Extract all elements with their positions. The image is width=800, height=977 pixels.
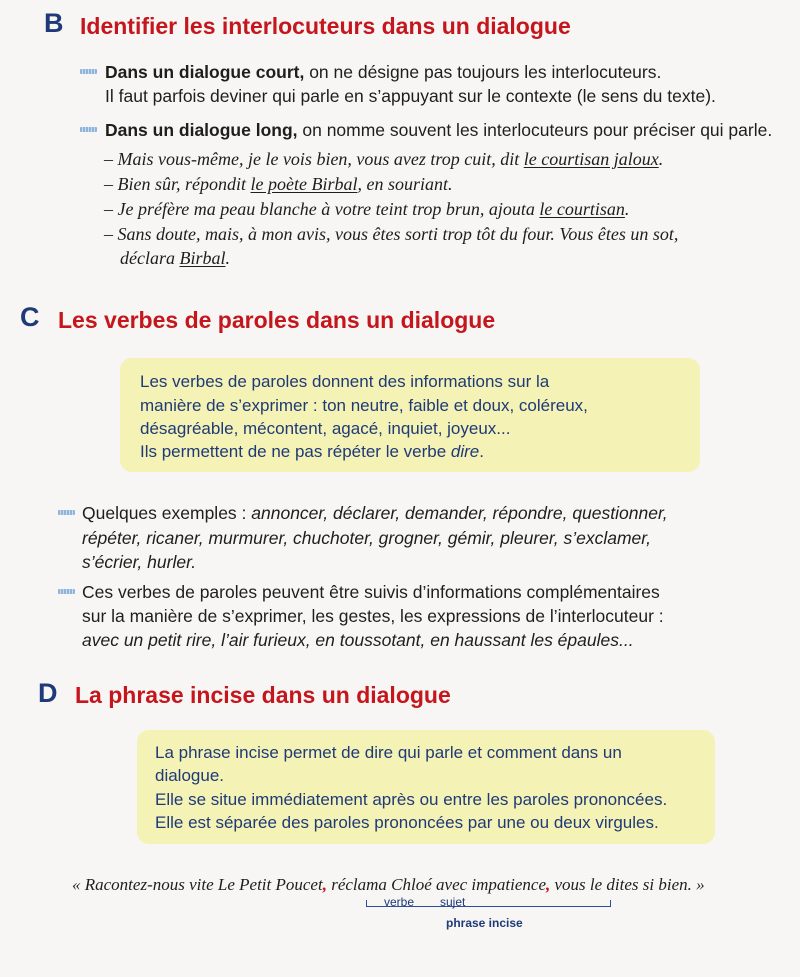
section-c-bullet1-line2: répéter, ricaner, murmurer, chuchoter, grogner, gémir, pleurer, s’exclamer, bbox=[82, 528, 652, 548]
bullet-icon bbox=[80, 69, 97, 74]
box-line-2: manière de s’exprimer : ton neutre, faible et doux, coléreux, bbox=[140, 396, 588, 415]
text: , en souriant. bbox=[357, 174, 453, 194]
section-c-bullet2-line3: avec un petit rire, l’air furieux, en toussotant, en haussant les épaules... bbox=[82, 630, 634, 650]
text: – Bien sûr, répondit bbox=[104, 174, 251, 194]
emphasis: Dans un dialogue long, bbox=[105, 120, 298, 140]
text: – Je préfère ma peau blanche à votre teint trop brun, ajouta bbox=[104, 199, 540, 219]
text: déclara bbox=[120, 248, 180, 268]
box-line-3: désagréable, mécontent, agacé, inquiet, joyeux... bbox=[140, 419, 511, 438]
comma-highlight: , bbox=[546, 875, 551, 894]
section-b-bullet2-line1 bbox=[105, 119, 772, 141]
text: « Racontez-nous vite bbox=[72, 875, 218, 894]
dialogue-line-2 bbox=[104, 173, 453, 195]
section-c-bullet1-line3: s’écrier, hurler. bbox=[82, 552, 197, 572]
dialogue-line-5 bbox=[120, 247, 230, 269]
box-line-1: Les verbes de paroles donnent des informations sur la bbox=[140, 372, 550, 391]
label-sujet: sujet bbox=[440, 895, 466, 909]
label-verbe: verbe bbox=[384, 895, 415, 909]
text: réclama Chloé avec impatience bbox=[326, 875, 546, 894]
section-c-letter: C bbox=[20, 302, 40, 332]
emphasis: Dans un dialogue court, bbox=[105, 62, 305, 82]
text: on nomme souvent les interlocuteurs pour préciser qui parle. bbox=[297, 120, 773, 140]
section-b-letter: B bbox=[44, 8, 64, 38]
dialogue-line-3 bbox=[104, 198, 629, 220]
section-b-title: Identifier les interlocuteurs dans un dialogue bbox=[80, 13, 571, 39]
section-d-letter: D bbox=[38, 678, 58, 708]
box-line-4 bbox=[140, 441, 484, 463]
section-c-bullet1-line1 bbox=[82, 502, 668, 524]
emphasis: dire bbox=[450, 442, 480, 461]
bullet-icon bbox=[80, 127, 97, 132]
examples: annoncer, déclarer, demander, répondre, questionner, bbox=[251, 503, 668, 523]
dialogue-line-1 bbox=[104, 148, 663, 170]
section-c-title: Les verbes de paroles dans un dialogue bbox=[58, 307, 496, 333]
section-b-bullet1-line2: Il faut parfois deviner qui parle en s’appuyant sur le contexte (le sens du texte). bbox=[105, 86, 716, 106]
section-b-bullet1-line1 bbox=[105, 61, 661, 83]
box-line-3: Elle se situe immédiatement après ou entre les paroles prononcées. bbox=[155, 790, 668, 809]
box-line-4: Elle est séparée des paroles prononcées par une ou deux virgules. bbox=[155, 813, 659, 832]
box-line-1: La phrase incise permet de dire qui parle et comment dans un bbox=[155, 743, 622, 762]
bullet-icon bbox=[58, 589, 75, 594]
box-line-2: dialogue. bbox=[155, 766, 225, 785]
text: vous le dites si bien. » bbox=[550, 875, 705, 894]
text: – Mais vous-même, je le vois bien, vous avez trop cuit, dit bbox=[104, 149, 524, 169]
speaker-underlined: Birbal bbox=[179, 248, 226, 268]
text: on ne désigne pas toujours les interlocuteurs. bbox=[304, 62, 662, 82]
incise-example bbox=[72, 874, 705, 896]
label-phrase-incise: phrase incise bbox=[446, 916, 523, 930]
section-c-bullet2-line2: sur la manière de s’exprimer, les gestes, les expressions de l’interlocuteur : bbox=[82, 606, 664, 626]
speaker-underlined: le courtisan bbox=[539, 199, 625, 219]
speaker-underlined: le poète Birbal bbox=[250, 174, 358, 194]
dialogue-line-4: – Sans doute, mais, à mon avis, vous êtes sorti trop tôt du four. Vous êtes un sot, bbox=[104, 224, 679, 244]
text: . bbox=[624, 199, 630, 219]
text: Quelques exemples : bbox=[82, 503, 252, 523]
comma-highlight: , bbox=[322, 875, 327, 894]
section-d-title: La phrase incise dans un dialogue bbox=[75, 682, 451, 708]
text: Ils permettent de ne pas répéter le verbe bbox=[140, 442, 451, 461]
book-title: Le Petit Poucet bbox=[217, 875, 323, 894]
text: . bbox=[658, 149, 664, 169]
bullet-icon bbox=[58, 510, 75, 515]
speaker-underlined: le courtisan jaloux bbox=[523, 149, 659, 169]
text: . bbox=[479, 442, 484, 461]
text: . bbox=[225, 248, 230, 268]
section-c-bullet2-line1: Ces verbes de paroles peuvent être suivis d’informations complémentaires bbox=[82, 582, 660, 602]
